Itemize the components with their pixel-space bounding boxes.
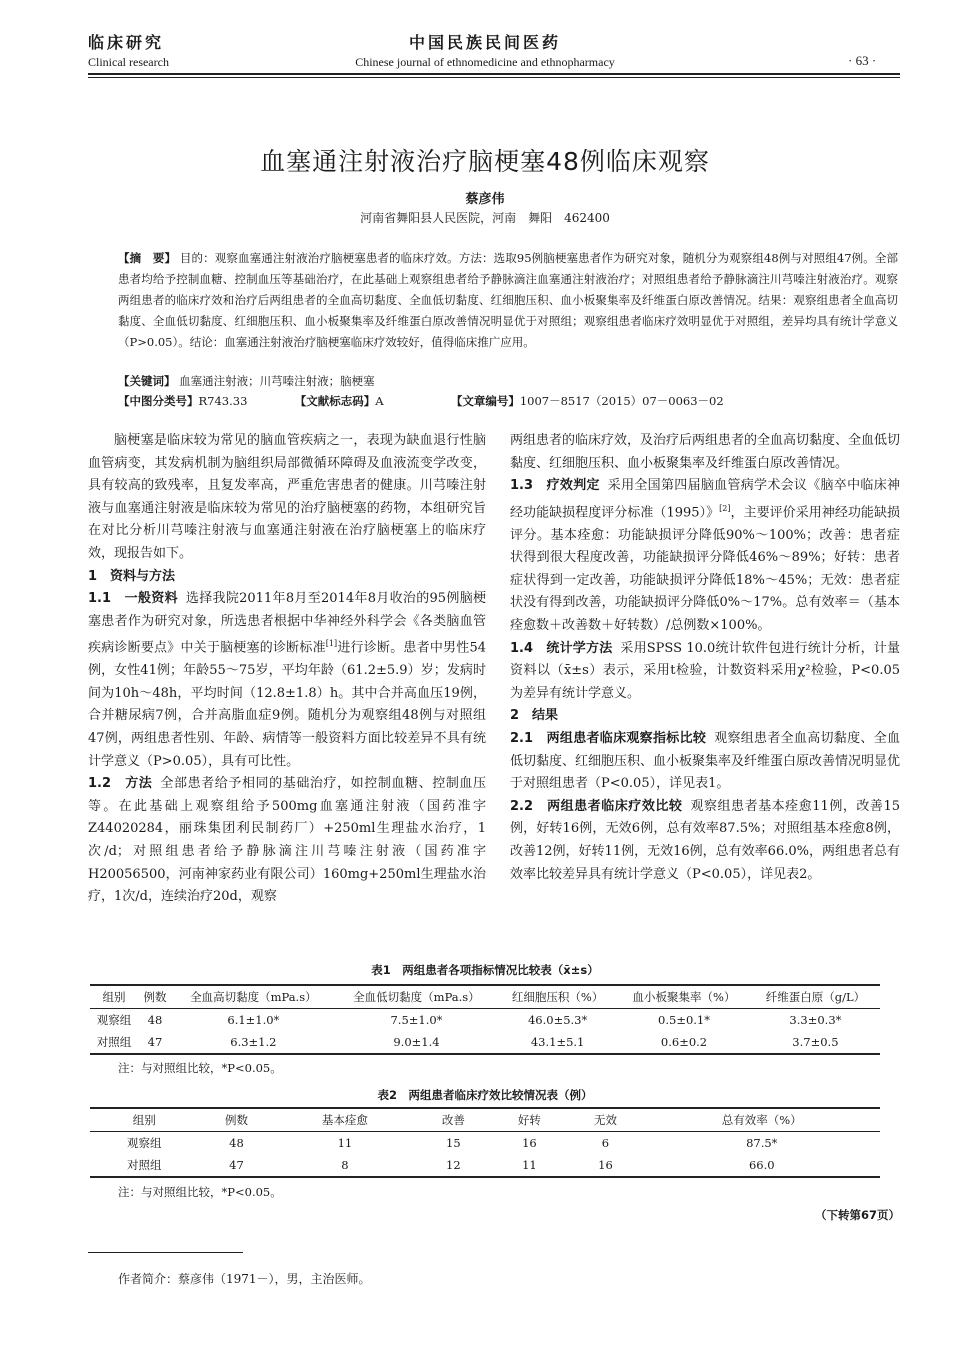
doc-code-text: A bbox=[375, 394, 384, 408]
table-cell: 3.7±0.5 bbox=[751, 1031, 880, 1054]
table2-col-better: 好转 bbox=[491, 1108, 567, 1132]
abstract bbox=[118, 248, 898, 353]
body-column-left bbox=[88, 430, 486, 909]
author-name: 蔡彦伟 bbox=[465, 192, 505, 207]
ref-2: [2] bbox=[719, 503, 731, 513]
table-row bbox=[90, 1031, 880, 1054]
table-cell: 15 bbox=[446, 1136, 461, 1150]
clc-label: 【中图分类号】 bbox=[118, 394, 199, 408]
table2-caption: 表2 两组患者临床疗效比较情况表（例） bbox=[377, 1088, 593, 1102]
table-row bbox=[90, 1132, 880, 1155]
table-cell: 7.5±1.0* bbox=[390, 1013, 443, 1027]
paragraph-2-2 bbox=[510, 796, 900, 886]
table-cell: 12 bbox=[415, 1154, 491, 1177]
journal-name-en: Chinese journal of ethnomedicine and ethnopharmacy bbox=[355, 55, 615, 69]
table-cell: 43.1±5.1 bbox=[498, 1031, 617, 1054]
table-cell: 47 bbox=[198, 1154, 274, 1177]
footnote-rule bbox=[88, 1252, 243, 1253]
paragraph-1-4 bbox=[510, 638, 900, 706]
table1-col-fibrinogen: 纤维蛋白原（g/L） bbox=[751, 985, 880, 1009]
paragraph-1-1 bbox=[88, 588, 486, 773]
body-column-right bbox=[510, 430, 900, 886]
section-name: 临床研究 bbox=[88, 33, 165, 52]
table-cell: 对照组 bbox=[90, 1154, 198, 1177]
header-rule bbox=[88, 73, 900, 75]
table-cell: 观察组 bbox=[126, 1136, 162, 1150]
abstract-label: 【摘 要】 bbox=[118, 251, 177, 265]
table1-caption: 表1 两组患者各项指标情况比较表（x̄±s） bbox=[371, 963, 599, 977]
text-2-2: 观察组患者基本痊愈11例，改善15例，好转16例，无效6例，总有效率87.5%；对照组基本痊愈8例，改善12例，好转11例，无效16例，总有效率66.0%，两组患者总有效率比较差异具有统计学意义（P<0.05），详见表2。 bbox=[510, 798, 900, 882]
table-cell: 47 bbox=[138, 1031, 172, 1054]
text-1-1b: 进行诊断。患者中男性54例，女性41例；年龄55～75岁，平均年龄（61.2±5.9）岁；发病时间为10h～48h，平均时间（12.8±1.8）h。其中合并高血压19例，合并糖尿病7例，合并高脂血症9例。随机分为观察组48例与对照组47例，两组患者性别、年龄、病情等一般资料方面比较差异不具有统计学意义（P>0.05），具有可比性。 bbox=[88, 640, 486, 769]
table-cell: 16 bbox=[567, 1154, 643, 1177]
keywords-label: 【关键词】 bbox=[118, 374, 176, 388]
page-number: · 63 · bbox=[848, 53, 877, 68]
heading-1-4: 1.4 统计学方法 bbox=[510, 640, 613, 656]
table1-col-platelet: 血小板聚集率（%） bbox=[617, 985, 751, 1009]
table-cell: 9.0±1.4 bbox=[335, 1031, 498, 1054]
paragraph-1-2 bbox=[88, 773, 486, 909]
header-rule-thin bbox=[88, 77, 900, 78]
table-cell: 6.1±1.0* bbox=[227, 1013, 280, 1027]
text-2-1: 观察组患者全血高切黏度、全血低切黏度、红细胞压积、血小板聚集率及纤维蛋白原改善情况明显优于对照组患者（P<0.05），详见表1。 bbox=[510, 731, 901, 792]
heading-2-1: 2.1 两组患者临床观察指标比较 bbox=[510, 731, 707, 747]
table-cell: 6.3±1.2 bbox=[172, 1031, 335, 1054]
table-cell: 87.5* bbox=[746, 1136, 778, 1150]
clc-text: R743.33 bbox=[198, 394, 248, 408]
text-1-4: 采用SPSS 10.0统计软件包进行统计分析，计量资料以（x̄±s）表示，采用t检验，计数资料采用χ²检验，P<0.05为差异有统计学意义。 bbox=[510, 640, 900, 701]
table2-col-improved: 改善 bbox=[415, 1108, 491, 1132]
intro-paragraph: 脑梗塞是临床较为常见的脑血管疾病之一，表现为缺血退行性脑血管病变，其发病机制为脑组织局部微循环障碍及血液流变学改变，具有较高的致残率，且复发率高，严重危害患者的健康。川芎嗪注射液与血塞通注射液是临床较为常见的治疗脑梗塞的药物，本组研究旨在对比分析川芎嗪注射液与血塞通注射液在治疗脑梗塞上的临床疗效，现报告如下。 bbox=[88, 433, 486, 561]
table1-col-count: 例数 bbox=[138, 985, 172, 1009]
table-cell: 3.3±0.3* bbox=[789, 1013, 842, 1027]
text-1-1a: 选择我院2011年8月至2014年8月收治的95例脑梗塞患者作为研究对象，所选患者根据中华神经外科学会《各类脑血管疾病诊断要点》中关于脑梗塞的诊断标准 bbox=[88, 591, 486, 656]
journal-name: 中国民族民间医药 bbox=[408, 33, 561, 52]
table-cell: 16 bbox=[522, 1136, 537, 1150]
article-no-label: 【文章编号】 bbox=[450, 394, 520, 408]
table-cell: 0.6±0.2 bbox=[617, 1031, 751, 1054]
table-cell: 观察组 bbox=[96, 1013, 132, 1027]
table1-col-group: 组别 bbox=[90, 985, 138, 1009]
table2 bbox=[90, 1107, 880, 1178]
table1-note: 注：与对照组比较，*P<0.05。 bbox=[118, 1061, 282, 1075]
table2-header-row bbox=[90, 1108, 880, 1132]
table2-col-group: 组别 bbox=[90, 1108, 198, 1132]
table-row bbox=[90, 1009, 880, 1032]
table-cell: 48 bbox=[147, 1013, 163, 1027]
table2-note: 注：与对照组比较，*P<0.05。 bbox=[118, 1185, 282, 1199]
text-1-3b: ，主要评价采用神经功能缺损评分。基本痊愈：功能缺损评分降低90%～100%；改善：患者症状得到很大程度改善，功能缺损评分降低46%～89%；好转：患者症状得到一定改善，功能缺损评分降低18%～45%；无效：患者症状没有得到改善，功能缺损评分降低0%～17%。总有效率＝（基本痊愈数＋改善数＋好转数）/总例数×100%。 bbox=[510, 505, 900, 634]
table-cell: 66.0 bbox=[643, 1154, 880, 1177]
table1-col-high-shear: 全血高切黏度（mPa.s） bbox=[172, 985, 335, 1009]
section-name-en: Clinical research bbox=[88, 55, 169, 69]
text-1-3a: 采用全国第四届脑血管病学术会议《脑卒中临床神经功能缺损程度评分标准（1995）》 bbox=[510, 478, 900, 521]
table1 bbox=[90, 984, 880, 1055]
text-1-2: 全部患者给予相同的基础治疗，如控制血糖、控制血压等。在此基础上观察组给予500mg血塞通注射液（国药准字Z44020284，丽珠集团利民制药厂）+250ml生理盐水治疗，1次/d；对照组患者给予静脉滴注川芎嗪注射液（国药准字H20056500，河南神家药业有限公司）160mg+250ml生理盐水治疗，1次/d，连续治疗20d，观察 bbox=[88, 776, 486, 905]
table1-col-low-shear: 全血低切黏度（mPa.s） bbox=[335, 985, 498, 1009]
affiliation: 河南省舞阳县人民医院，河南 舞阳 462400 bbox=[360, 211, 610, 225]
table-cell: 11 bbox=[337, 1136, 353, 1150]
table-cell: 0.5±0.1* bbox=[658, 1013, 710, 1027]
heading-1-1: 1.1 一般资料 bbox=[88, 591, 178, 607]
continued-notice: （下转第67页） bbox=[814, 1208, 900, 1222]
table-cell: 8 bbox=[275, 1154, 416, 1177]
heading-1-3: 1.3 疗效判定 bbox=[510, 478, 600, 494]
section-heading-1: 1 资料与方法 bbox=[88, 568, 176, 584]
table-row bbox=[90, 1154, 880, 1177]
keywords bbox=[118, 373, 898, 389]
table-cell: 48 bbox=[229, 1136, 244, 1150]
table-cell: 6 bbox=[601, 1136, 610, 1150]
table2-col-cured: 基本痊愈 bbox=[275, 1108, 416, 1132]
table2-col-ineffective: 无效 bbox=[567, 1108, 643, 1132]
abstract-text: 目的：观察血塞通注射液治疗脑梗塞患者的临床疗效。方法：选取95例脑梗塞患者作为研究对象，随机分为观察组48例与对照组47例。全部患者均给予控制血糖、控制血压等基础治疗，在此基础上观察组患者给予静脉滴注血塞通注射液治疗；对照组患者给予静脉滴注川芎嗪注射液治疗。观察两组患者的临床疗效和治疗后两组患者的全血高切黏度、全血低切黏度、红细胞压积、血小板聚集率及纤维蛋白原改善情况。结果：观察组患者全血高切黏度、全血低切黏度、红细胞压积、血小板聚集率及纤维蛋白原改善情况明显优于对照组；观察组患者临床疗效明显优于对照组，差异均具有统计学意义（P>0.05）。结论：血塞通注射液治疗脑梗塞临床疗效较好，值得临床推广应用。 bbox=[118, 251, 898, 349]
table-cell: 对照组 bbox=[90, 1031, 138, 1054]
doc-code-label: 【文献标志码】 bbox=[294, 394, 376, 408]
classification-line bbox=[118, 393, 898, 409]
table-cell: 11 bbox=[491, 1154, 567, 1177]
table2-col-count: 例数 bbox=[198, 1108, 274, 1132]
keywords-text: 血塞通注射液；川芎嗪注射液；脑梗塞 bbox=[179, 374, 375, 388]
table-cell: 46.0±5.3* bbox=[527, 1013, 588, 1027]
section-heading-2: 2 结果 bbox=[510, 708, 559, 724]
ref-1: [1] bbox=[325, 639, 338, 649]
table1-col-hematocrit: 红细胞压积（%） bbox=[498, 985, 617, 1009]
paragraph-1-3 bbox=[510, 475, 900, 637]
article-no-text: 1007－8517（2015）07－0063－02 bbox=[519, 394, 724, 408]
author-bio: 作者简介：蔡彦伟（1971－），男，主治医师。 bbox=[118, 1272, 371, 1286]
table2-col-total-rate: 总有效率（%） bbox=[643, 1108, 880, 1132]
article-title: 血塞通注射液治疗脑梗塞48例临床观察 bbox=[260, 147, 710, 176]
paragraph-2-1 bbox=[510, 728, 900, 796]
heading-1-2: 1.2 方法 bbox=[88, 776, 153, 792]
heading-2-2: 2.2 两组患者临床疗效比较 bbox=[510, 798, 683, 814]
continued-paragraph: 两组患者的临床疗效，及治疗后两组患者的全血高切黏度、全血低切黏度、红细胞压积、血小板聚集率及纤维蛋白原改善情况。 bbox=[510, 433, 901, 471]
table1-header-row bbox=[90, 985, 880, 1009]
